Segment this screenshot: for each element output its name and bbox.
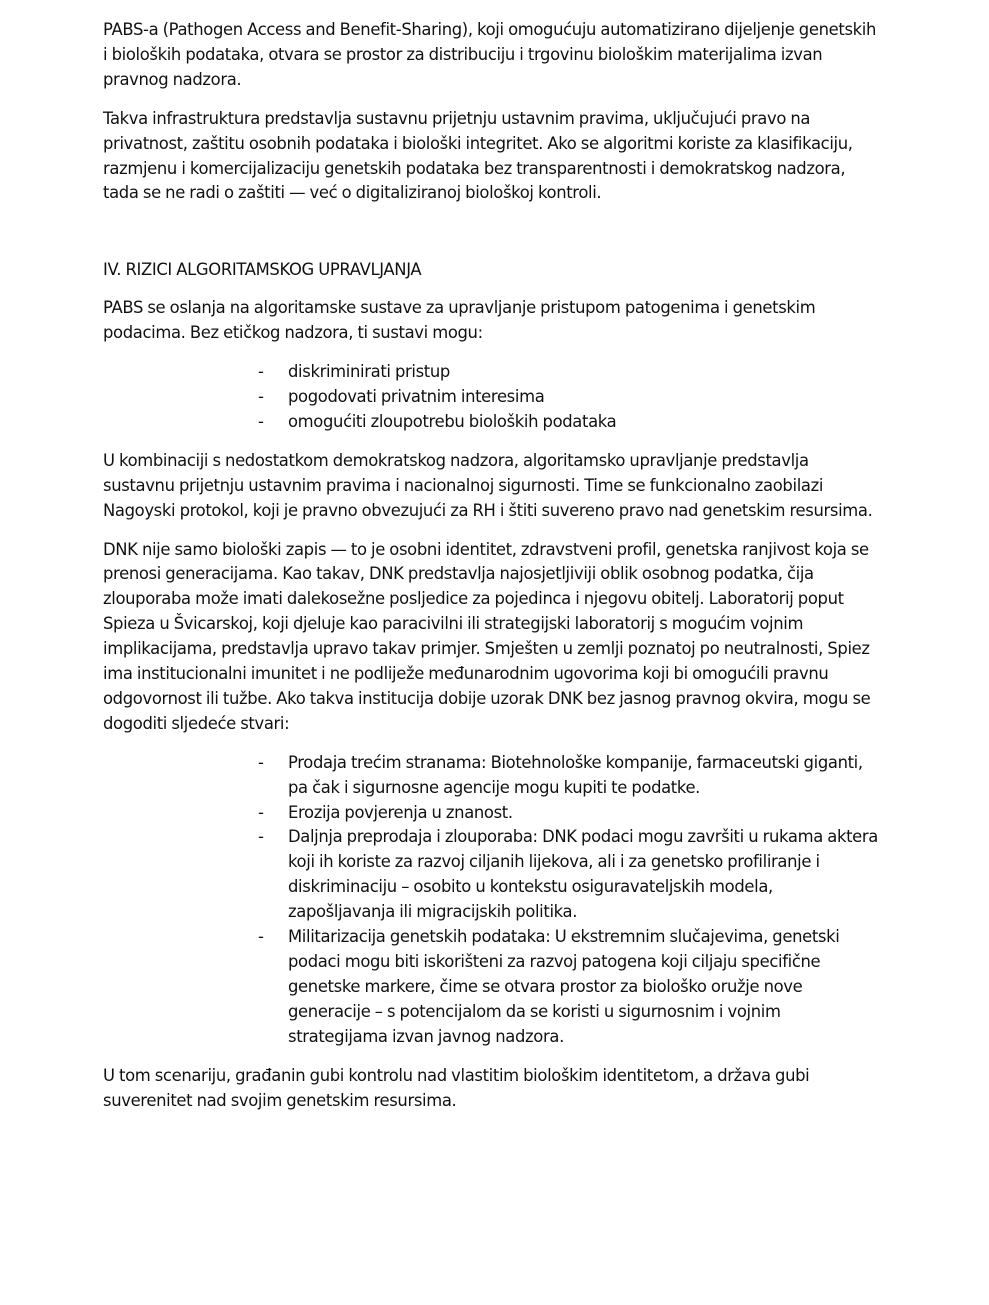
list-item <box>258 925 883 1050</box>
dash-bullet: - <box>258 362 264 382</box>
list-item <box>258 360 883 385</box>
list-item <box>258 751 883 801</box>
list-item <box>258 385 883 410</box>
list-item <box>258 410 883 435</box>
list-item-text: omogućiti zloupotrebu bioloških podataka <box>288 411 617 431</box>
document-body <box>103 18 883 1127</box>
risk-list <box>103 360 883 435</box>
list-item <box>258 801 883 826</box>
dash-bullet: - <box>258 802 264 822</box>
dash-bullet: - <box>258 927 264 947</box>
list-item-text: Militarizacija genetskih podataka: U ekstremnim slučajevima, genetski podaci mogu biti iskorišteni za razvoj patogena koji ciljaju specifične genetske markere, čime se otvara prostor za biološko oružje nove generacije – s potencijalom da se koristi u sigurnosnim i vojnim strategijama izvan javnog nadzora. <box>288 927 840 1046</box>
list-item-text: diskriminirati pristup <box>288 362 450 382</box>
paragraph-pabs-intro: PABS-a (Pathogen Access and Benefit-Sharing), koji omogućuju automatizirano dijeljenje genetskih i bioloških podataka, otvara se prostor za distribuciju i trgovinu biološkim materijalima izvan pravnog nadzora. <box>103 20 877 89</box>
list-item-text: pogodovati privatnim interesima <box>288 386 545 406</box>
list-item-text: Prodaja trećim stranama: Biotehnološke kompanije, farmaceutski giganti, pa čak i sigurnosne agencije mogu kupiti te podatke. <box>288 752 863 797</box>
paragraph-infrastructure-threat: Takva infrastruktura predstavlja sustavnu prijetnju ustavnim pravima, uključujući pravo na privatnost, zaštitu osobnih podataka i biološki integritet. Ako se algoritmi koriste za klasifikaciju, razmjenu i komercijalizaciju genetskih podataka bez transparentnosti i demokratskog nadzora, tada se ne radi o zaštiti — već o digitaliziranoj biološkoj kontroli. <box>103 108 853 203</box>
consequence-list <box>103 751 883 1050</box>
paragraph-nagoya-protocol: U kombinaciji s nedostatkom demokratskog nadzora, algoritamsko upravljanje predstavlja sustavnu prijetnju ustavnim pravima i nacionalnoj sigurnosti. Time se funkcionalno zaobilazi Nagoyski protokol, koji je pravno obvezujući za RH i štiti suvereno pravo nad genetskim resursima. <box>103 450 873 520</box>
section-heading: IV. RIZICI ALGORITAMSKOG UPRAVLJANJA <box>103 260 422 280</box>
dash-bullet: - <box>258 752 264 772</box>
dash-bullet: - <box>258 411 264 431</box>
list-item-text: Erozija povjerenja u znanost. <box>288 802 513 822</box>
dash-bullet: - <box>258 827 264 847</box>
paragraph-conclusion: U tom scenariju, građanin gubi kontrolu nad vlastitim biološkim identitetom, a država gubi suverenitet nad svojim genetskim resursima. <box>103 1065 810 1110</box>
paragraph-dna-identity: DNK nije samo biološki zapis — to je osobni identitet, zdravstveni profil, genetska ranjivost koja se prenosi generacijama. Kao takav, DNK predstavlja najosjetljiviji oblik osobnog podatka, čija zlouporaba može imati dalekosežne posljedice za pojedinca i njegovu obitelj. Laboratorij poput Spieza u Švicarskoj, koji djeluje kao paracivilni ili strategijski laboratorij s mogućim vojnim implikacijama, predstavlja upravo takav primjer. Smješten u zemlji poznatoj po neutralnosti, Spiez ima institucionalni imunitet i ne podliježe međunarodnim ugovorima koji bi omogućili pravnu odgovornost ili tužbe. Ako takva institucija dobije uzorak DNK bez jasnog pravnog okvira, mogu se dogoditi sljedeće stvari: <box>103 539 871 733</box>
list-item <box>258 825 883 925</box>
list-item-text: Daljnja preprodaja i zlouporaba: DNK podaci mogu završiti u rukama aktera koji ih koriste za razvoj ciljanih lijekova, ali i za genetsko profiliranje i diskriminaciju – osobito u kontekstu osiguravateljskih modela, zapošljavanja ili migracijskih politika. <box>288 827 878 922</box>
dash-bullet: - <box>258 386 264 406</box>
paragraph-algorithmic-systems: PABS se oslanja na algoritamske sustave za upravljanje pristupom patogenima i genetskim podacima. Bez etičkog nadzora, ti sustavi mogu: <box>103 298 816 343</box>
